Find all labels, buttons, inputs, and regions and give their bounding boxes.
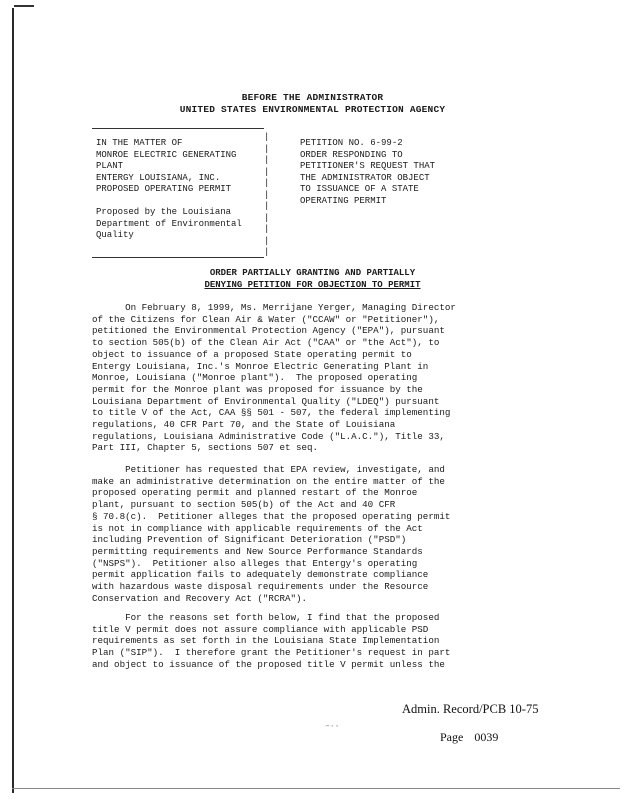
order-title-line-1: ORDER PARTIALLY GRANTING AND PARTIALLY [209, 268, 416, 278]
caption-line: TO ISSUANCE OF A STATE [300, 184, 419, 194]
caption-line: OPERATING PERMIT [300, 195, 387, 206]
caption-line: PROPOSED OPERATING PERMIT [96, 184, 232, 194]
caption-line: ORDER RESPONDING TO [300, 149, 403, 160]
page-number: 0039 [474, 730, 499, 744]
caption-line: Proposed by the Louisiana [96, 207, 232, 217]
scan-mark: –·· [325, 722, 340, 731]
paragraph-2: Petitioner has requested that EPA review, investigate, and make an administrative determination on the entire matter of the proposed operating permit and planned restart of the Monroe plant, pursuant to section 505(b) of the Act and 40 CFR § 70.8(c). Petitioner alleges that the proposed operating permit is not in compliance with applicable requirements of the Act including Prevention of Significant Deterioration ("PSD") permitting requirements and New Source Performance Standards ("NSPS"). Petitioner also alleges that Entergy's operating permit application fails to adequately demonstrate compliance with hazardous waste disposal requirements under the Resource Conservation and Recovery Act ("RCRA"). [92, 464, 451, 604]
caption-line: PETITION NO. 6-99-2 [300, 138, 403, 148]
caption-line: PLANT [96, 161, 124, 171]
caption-bracket: | | | | | | | | | | | [264, 132, 270, 257]
caption-line: Department of Environmental [96, 218, 242, 229]
caption-line: MONROE ELECTRIC GENERATING [96, 149, 237, 160]
caption-left [96, 138, 266, 242]
header-line-1: BEFORE THE ADMINISTRATOR [241, 92, 384, 103]
caption-spacer [96, 196, 266, 208]
caption-line: ENTERGY LOUISIANA, INC. [96, 172, 221, 183]
page-stamp [440, 730, 498, 745]
caption-line: THE ADMINISTRATOR OBJECT [300, 172, 430, 183]
scan-mark [14, 5, 34, 7]
scan-edge [12, 788, 620, 789]
caption-top-rule [92, 128, 264, 129]
order-title-line-2: DENYING PETITION FOR OBJECTION TO PERMIT [204, 280, 421, 290]
caption-line: IN THE MATTER OF [96, 138, 183, 148]
admin-record-stamp: Admin. Record/PCB 10-75 [402, 702, 539, 716]
caption-bottom-rule [92, 257, 264, 258]
caption-right [300, 138, 500, 207]
paragraph-3: For the reasons set forth below, I find that the proposed title V permit does not assure compliance with applicable PSD requirements as set forth in the Louisiana State Implementation Plan ("SIP"). I therefore grant the Petitioner's request in part and object to issuance of the proposed title V permit unless the [92, 612, 451, 670]
page-label: Page [440, 730, 464, 744]
scan-edge [12, 8, 14, 793]
caption-line: Quality [96, 230, 134, 240]
header-line-2: UNITED STATES ENVIRONMENTAL PROTECTION AGENCY [179, 104, 446, 115]
caption-line: PETITIONER'S REQUEST THAT [300, 161, 436, 171]
paragraph-1: On February 8, 1999, Ms. Merrijane Yerger, Managing Director of the Citizens for Clean Air & Water ("CCAW" or "Petitioner"), petitioned the Environmental Protection Agency ("EPA"), pursuant to section 505(b) of the Clean Air Act ("CAA" or "the Act"), to object to issuance of a proposed State operating permit to Entergy Louisiana, Inc.'s Monroe Electric Generating Plant in Monroe, Louisiana ("Monroe plant"). The proposed operating permit for the Monroe plant was proposed for issuance by the Louisiana Department of Environmental Quality ("LDEQ") pursuant to title V of the Act, CAA §§ 501 - 507, the federal implementing regulations, 40 CFR Part 70, and the State of Louisiana regulations, Louisiana Administrative Code ("L.A.C."), Title 33, Part III, Chapter 5, sections 507 et seq. [92, 302, 456, 454]
